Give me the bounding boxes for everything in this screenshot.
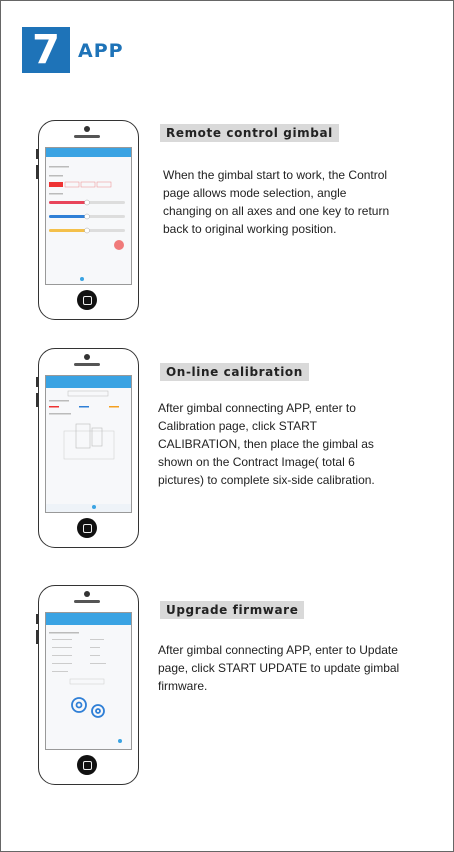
calibration-screen <box>45 375 132 513</box>
chapter-number: 7 <box>22 27 70 73</box>
section-text-firmware: After gimbal connecting APP, enter to Update page, click START UPDATE to update gimbal firmware. <box>158 643 400 693</box>
section-text-calibration: After gimbal connecting APP, enter to Calibration page, click START CALIBRATION, then place the gimbal as shown on the Contract Image( total 6 pictures) to complete six-side calibration. <box>158 401 375 487</box>
section-heading-calibration: On-line calibration <box>160 363 309 381</box>
home-button <box>77 518 97 538</box>
update-screen <box>45 612 132 750</box>
section-text-remote-control: When the gimbal start to work, the Control page allows mode selection, angle changing on all axes and one key to return back to original working position. <box>163 168 390 236</box>
section-heading-remote-control: Remote control gimbal <box>160 124 339 142</box>
section-heading-firmware: Upgrade firmware <box>160 601 304 619</box>
phone-mockup-calibration <box>38 348 139 548</box>
control-screen <box>45 147 132 285</box>
home-button <box>77 755 97 775</box>
phone-mockup-control <box>38 120 139 320</box>
gear-icon <box>72 698 104 717</box>
phone-mockup-update <box>38 585 139 785</box>
chapter-title: APP <box>78 40 124 62</box>
home-button <box>77 290 97 310</box>
